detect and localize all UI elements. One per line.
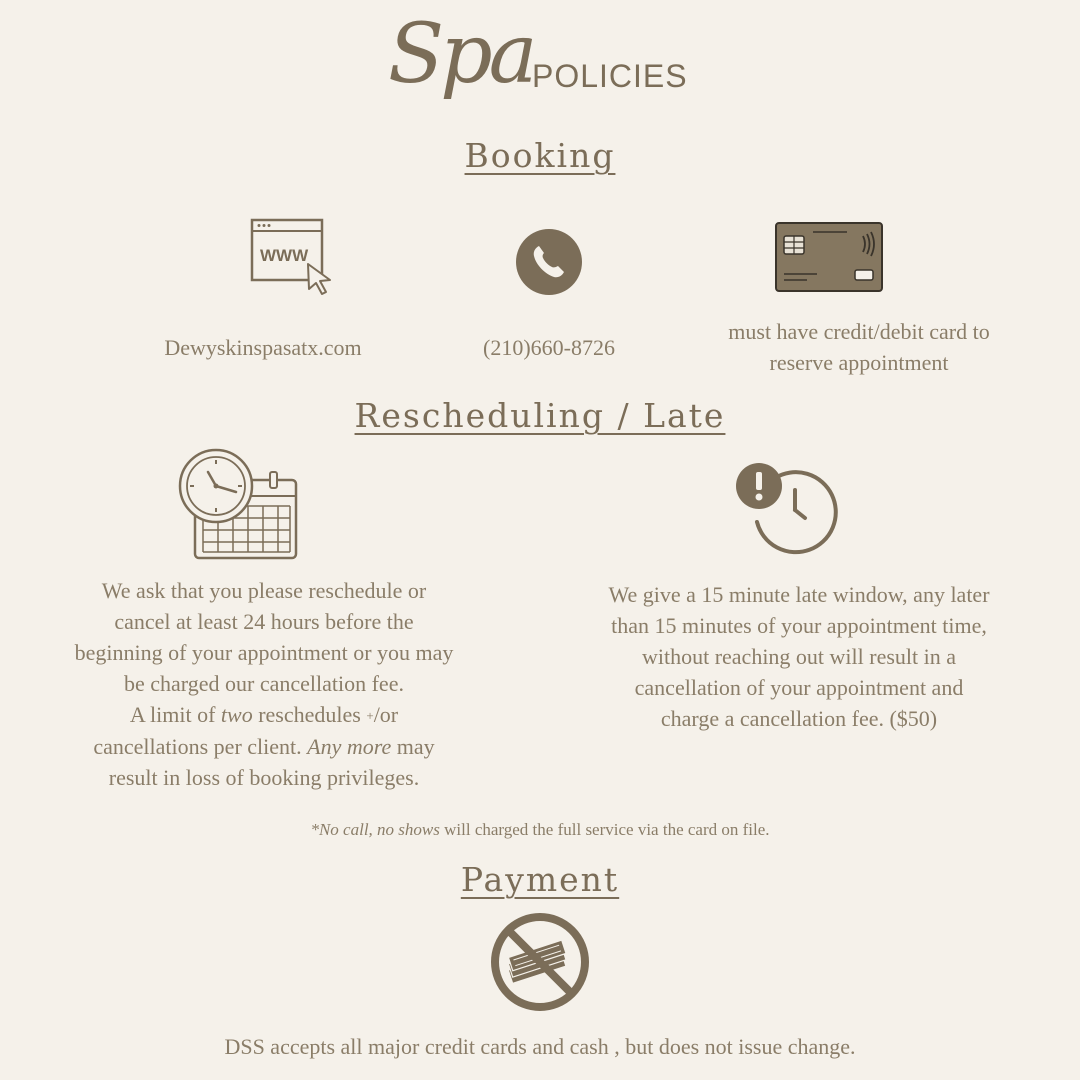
phone-label: (210)660-8726	[483, 335, 615, 360]
reschedule-policy-text	[20, 575, 508, 793]
late-line: without reaching out will result in a	[641, 644, 957, 669]
title-script: Spa	[388, 7, 534, 102]
reschedule-line: beginning of your appointment or you may	[74, 640, 454, 665]
no-cash-icon	[490, 912, 590, 1012]
any-more-emphasis: Any more	[307, 734, 392, 759]
payment-text: DSS accepts all major credit cards and cash , but does not issue change.	[224, 1034, 856, 1059]
title-policies: POLICIES	[532, 58, 688, 94]
late-line: than 15 minutes of your appointment time,	[611, 613, 987, 638]
www-browser-cursor-icon	[250, 218, 335, 298]
payment-heading: Payment	[460, 860, 620, 899]
late-alert-clock-icon	[735, 460, 840, 550]
late-line: We give a 15 minute late window, any later	[608, 582, 990, 607]
booking-heading: Booking	[464, 136, 616, 175]
two-emphasis: two	[220, 702, 253, 727]
no-show-note: *No call, no shows will charged the full service via the card on file.	[310, 820, 770, 839]
reschedule-line: result in loss of booking privileges.	[108, 765, 420, 790]
reschedule-cancel-line: cancellations per client. Any more may	[93, 734, 435, 759]
clock-calendar-icon	[178, 448, 300, 562]
reschedule-line: cancel at least 24 hours before the	[114, 609, 414, 634]
reschedule-line: be charged our cancellation fee.	[124, 671, 404, 696]
late-policy-text	[560, 579, 1038, 734]
phone-icon	[515, 228, 583, 296]
card-requirement-label: must have credit/debit card to reserve appointment	[728, 319, 990, 375]
no-show-emphasis: *No call, no shows	[310, 820, 440, 839]
rescheduling-heading: Rescheduling / Late	[354, 396, 726, 435]
credit-card-icon	[775, 222, 883, 292]
late-line: cancellation of your appointment and	[634, 675, 964, 700]
website-label: Dewyskinspasatx.com	[164, 335, 362, 360]
svg-text:WWW: WWW	[260, 246, 309, 265]
late-line: charge a cancellation fee. ($50)	[660, 706, 938, 731]
reschedule-line: We ask that you please reschedule or	[101, 578, 427, 603]
reschedule-limit-line: A limit of two reschedules +/or	[129, 702, 399, 727]
